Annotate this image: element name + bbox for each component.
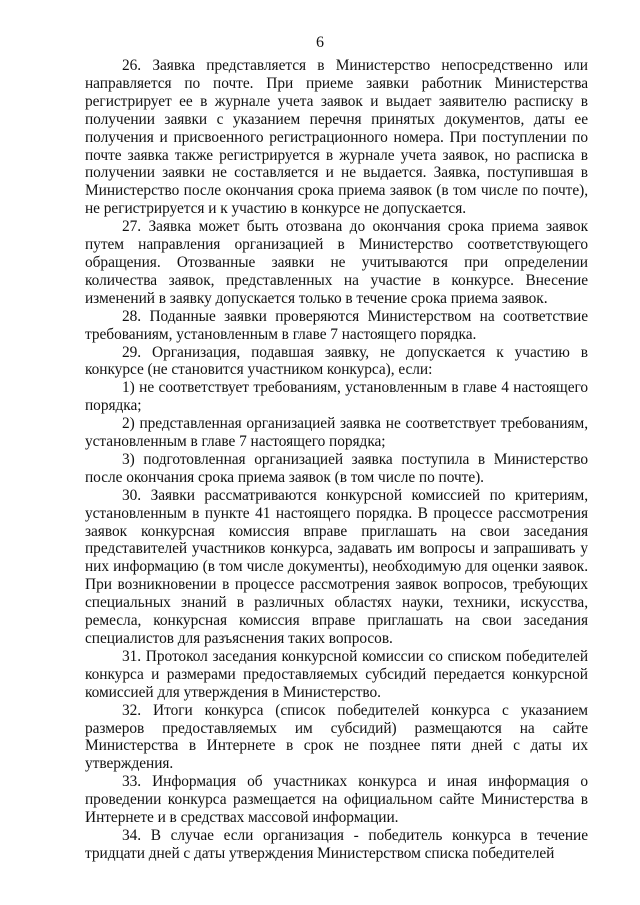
paragraph-31: 31. Протокол заседания конкурсной комиссии со списком победителей конкурса и размерами предоставляемых субсидий передается конкурсной комиссией для утверждения в Министерство. (85, 647, 588, 701)
paragraph-26: 26. Заявка представляется в Министерство непосредственно или направляется по почте. При приеме заявки работник Министерства регистрирует ее в журнале учета заявок и выдает заявителю расписку в получении заявки с указанием перечня принятых документов, даты ее получения и присвоенного регистрационного номера. При поступлении по почте заявка также регистрируется в журнале учета заявок, но расписка в получении заявки не составляется и не выдается. Заявка, поступившая в Министерство после окончания срока приема заявок (в том числе по почте), не регистрируется и к участию в конкурсе не допускается. (85, 57, 588, 218)
paragraph-29-item-3: 3) подготовленная организацией заявка поступила в Министерство после окончания срока приема заявок (в том числе по почте). (85, 450, 588, 486)
paragraph-29-item-1: 1) не соответствует требованиям, установленным в главе 4 настоящего порядка; (85, 379, 588, 415)
paragraph-34: 34. В случае если организация - победитель конкурса в течение тридцати дней с даты утверждения Министерством списка победителей (85, 826, 588, 862)
paragraph-30: 30. Заявки рассматриваются конкурсной комиссией по критериям, установленным в пункте 41 настоящего порядка. В процессе рассмотрения заявок конкурсная комиссия вправе приглашать на свои заседания представителей участников конкурса, задавать им вопросы и запрашивать у них информацию (в том числе документы), необходимую для оценки заявок. При возникновении в процессе рассмотрения заявок вопросов, требующих специальных знаний в различных областях науки, техники, искусства, ремесла, конкурсная комиссия вправе приглашать на свои заседания специалистов для разъяснения таких вопросов. (85, 486, 588, 647)
paragraph-29: 29. Организация, подавшая заявку, не допускается к участию в конкурсе (не становится участником конкурса), если: (85, 343, 588, 379)
page-number: 6 (316, 34, 324, 51)
paragraph-27: 27. Заявка может быть отозвана до окончания срока приема заявок путем направления организацией в Министерство соответствующего обращения. Отозванные заявки не учитываются при определении количества заявок, представленных на участие в конкурсе. Внесение изменений в заявку допускается только в течение срока приема заявок. (85, 218, 588, 307)
paragraph-28: 28. Поданные заявки проверяются Министерством на соответствие требованиям, установленным в главе 7 настоящего порядка. (85, 307, 588, 343)
paragraph-32: 32. Итоги конкурса (список победителей конкурса с указанием размеров предоставляемых им субсидий) размещаются на сайте Министерства в Интернете в срок не позднее пяти дней с даты их утверждения. (85, 701, 588, 773)
paragraph-29-item-2: 2) представленная организацией заявка не соответствует требованиям, установленным в главе 7 настоящего порядка; (85, 415, 588, 451)
document-body (85, 57, 588, 863)
paragraph-33: 33. Информация об участниках конкурса и иная информация о проведении конкурса размещается на официальном сайте Министерства в Интернете и в средствах массовой информации. (85, 773, 588, 827)
